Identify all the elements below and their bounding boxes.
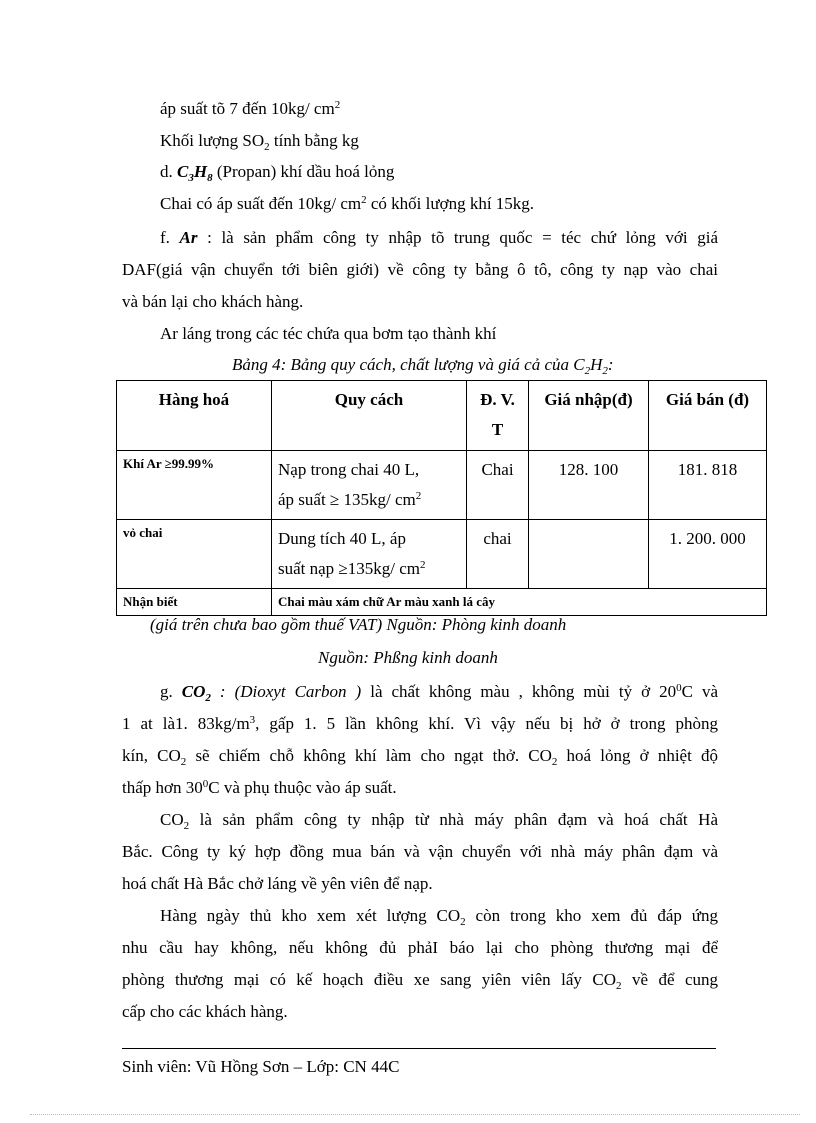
paragraph-ar-line: Ar láng trong các téc chứa qua bơm tạo thành khí	[160, 324, 497, 343]
cell-name: vỏ chai	[117, 520, 272, 589]
header-cell: Đ. V. T	[467, 381, 529, 451]
table-row	[117, 520, 767, 589]
cell-buy-price: 128. 100	[529, 451, 649, 520]
cell-spec: Nạp trong chai 40 L, áp suất ≥ 135kg/ $cm^2$	[272, 451, 467, 520]
header-cell: Hàng hoá	[117, 381, 272, 451]
text-line: d. $C_3H_8$ (Propan) khí dầu hoá lỏng	[160, 162, 395, 184]
header-cell: Giá nhập(đ)	[529, 381, 649, 451]
table-caption: Bảng 4: Bảng quy cách, chất lượng và giá cả của $C_2H_2$:	[232, 355, 614, 377]
cell-unit: chai	[467, 520, 529, 589]
price-note: (giá trên chưa bao gồm thuế VAT) Nguồn: Phòng kinh doanh	[150, 615, 567, 634]
paragraph-co2-line: thấp hơn $30^0C$ và phụ thuộc vào áp suất.	[122, 778, 397, 797]
cell-name: Khí Ar ≥99.99%	[117, 451, 272, 520]
spec-table	[116, 380, 767, 616]
text-line: áp suất tõ 7 đến 10kg/ $cm^2$	[160, 99, 341, 118]
paragraph-co2-line: g. $CO_2$ : (Dioxyt Carbon ) là chất không màu , không mùi tỷ ở $20^0C$ và	[160, 682, 718, 704]
page-edge-dots	[30, 1114, 800, 1115]
cell-sell-price: 1. 200. 000	[649, 520, 767, 589]
footer-divider	[122, 1048, 716, 1049]
text-line: Khối lượng $SO_2$ tính bằng kg	[160, 131, 359, 153]
cell-identify-value: Chai màu xám chữ Ar màu xanh lá cây	[272, 589, 767, 616]
cell-sell-price: 181. 818	[649, 451, 767, 520]
paragraph-stock-line: Hàng ngày thủ kho xem xét lượng $CO_2$ còn trong kho xem đủ đáp ứng	[160, 906, 718, 928]
table-header-row	[117, 381, 767, 451]
paragraph-ar-line: và bán lại cho khách hàng.	[122, 292, 304, 311]
cell-identify-label: Nhận biết	[117, 589, 272, 616]
paragraph-stock-line: cấp cho các khách hàng.	[122, 1002, 288, 1021]
cell-spec: Dung tích 40 L, áp suất nạp ≥135kg/ $cm^2$	[272, 520, 467, 589]
paragraph-co2-line: kín, $CO_2$ sẽ chiếm chỗ không khí làm cho ngạt thở. $CO_2$ hoá lỏng ở nhiệt độ	[122, 746, 718, 768]
paragraph-co2-source-line: $CO_2$ là sản phẩm công ty nhập từ nhà máy phân đạm và hoá chất Hà	[160, 810, 718, 832]
header-cell: Quy cách	[272, 381, 467, 451]
paragraph-ar-line: DAF(giá vận chuyển tới biên giới) về công ty bằng ô tô, công ty nạp vào chai	[122, 260, 718, 279]
cell-unit: Chai	[467, 451, 529, 520]
paragraph-stock-line: nhu cầu hay không, nếu không đủ phảI báo lại cho phòng thương mại để	[122, 938, 718, 957]
paragraph-co2-line: 1 at là1. $83kg/m^3$, gấp 1. 5 lần không khí. Vì vậy nếu bị hở ở trong phòng	[122, 714, 718, 733]
table-row	[117, 451, 767, 520]
paragraph-co2-source-line: Bắc. Công ty ký hợp đồng mua bán và vận chuyển với nhà máy phân đạm và	[122, 842, 718, 861]
table-row-identify	[117, 589, 767, 616]
footer-text: Sinh viên: Vũ Hồng Sơn – Lớp: CN 44C	[122, 1057, 400, 1076]
paragraph-ar-line: f. Ar : là sản phẩm công ty nhập tõ trung quốc = téc chứ lỏng với giá	[160, 228, 718, 247]
text-line: Chai có áp suất đến 10kg/ $cm^2$ có khối lượng khí 15kg.	[160, 194, 535, 213]
source-note: Nguồn: Phßng kinh doanh	[318, 648, 498, 667]
paragraph-co2-source-line: hoá chất Hà Bắc chở láng về yên viên để nạp.	[122, 874, 433, 893]
cell-buy-price	[529, 520, 649, 589]
header-cell: Giá bán (đ)	[649, 381, 767, 451]
paragraph-stock-line: phòng thương mại có kế hoạch điều xe sang yiên viên lấy $CO_2$ về để cung	[122, 970, 718, 992]
